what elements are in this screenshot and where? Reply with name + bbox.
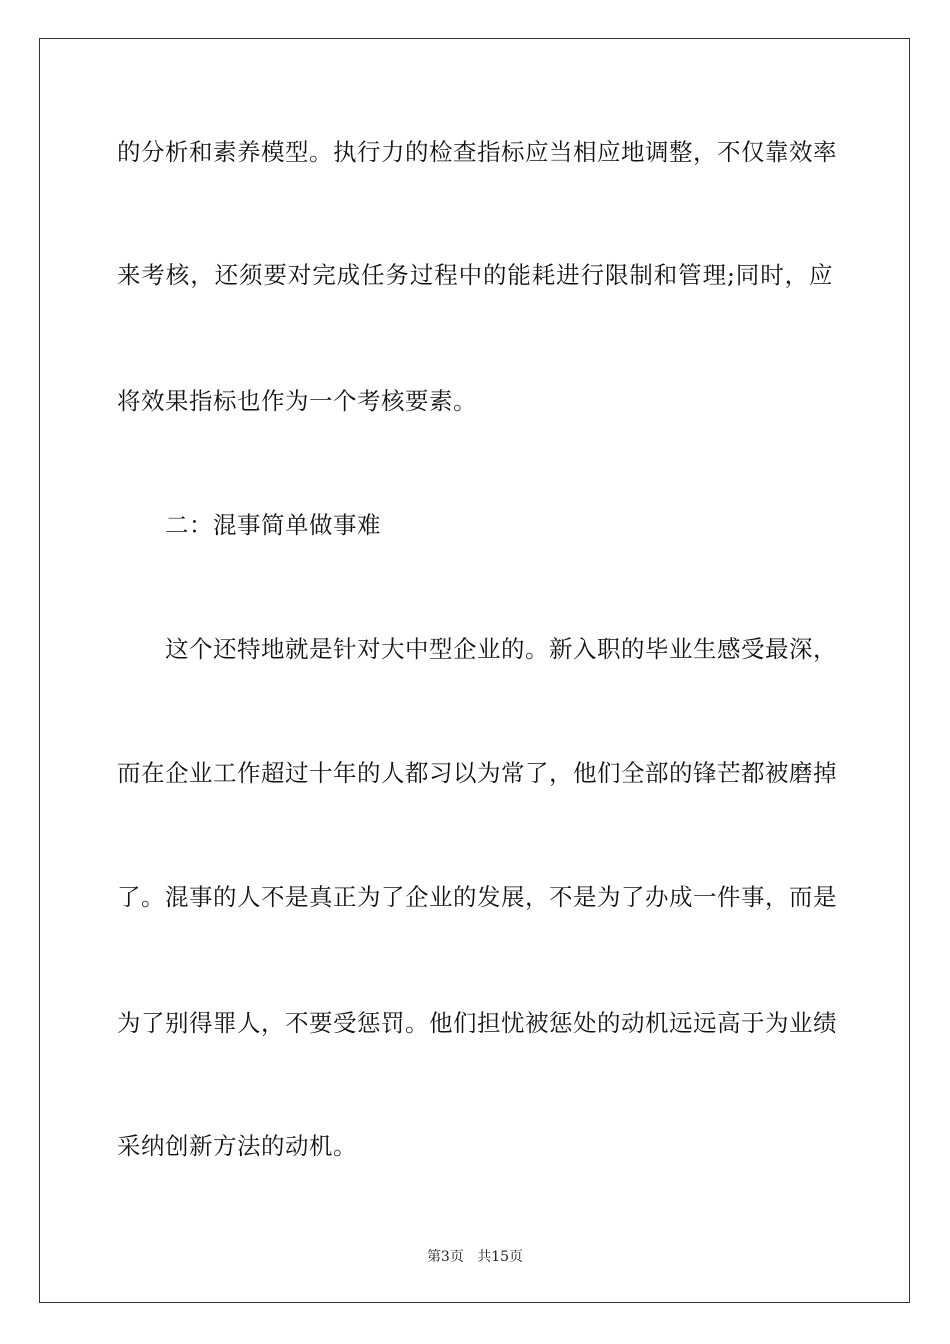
footer-spacer (464, 1249, 477, 1265)
page-number: 第3页 (426, 1249, 464, 1265)
paragraph-line: 这个还特地就是针对大中型企业的。新入职的毕业生感受最深， (165, 635, 837, 663)
paragraph-line: 将效果指标也作为一个考核要素。 (117, 387, 477, 415)
page-total: 共15页 (477, 1249, 524, 1265)
page-border (39, 38, 910, 1303)
paragraph-line: 而在企业工作超过十年的人都习以为常了，他们全部的锋芒都被磨掉 (117, 759, 837, 787)
page-footer (0, 1248, 950, 1266)
paragraph-line: 采纳创新方法的动机。 (117, 1132, 357, 1160)
paragraph-line: 为了别得罪人，不要受惩罚。他们担忧被惩处的动机远远高于为业绩 (117, 1009, 837, 1037)
paragraph-line: 来考核，还须要对完成任务过程中的能耗进行限制和管理;同时，应 (117, 261, 833, 289)
section-heading: 二：混事简单做事难 (165, 511, 381, 539)
paragraph-line: 的分析和素养模型。执行力的检查指标应当相应地调整，不仅靠效率 (117, 138, 837, 166)
paragraph-line: 了。混事的人不是真正为了企业的发展，不是为了办成一件事，而是 (117, 883, 837, 911)
